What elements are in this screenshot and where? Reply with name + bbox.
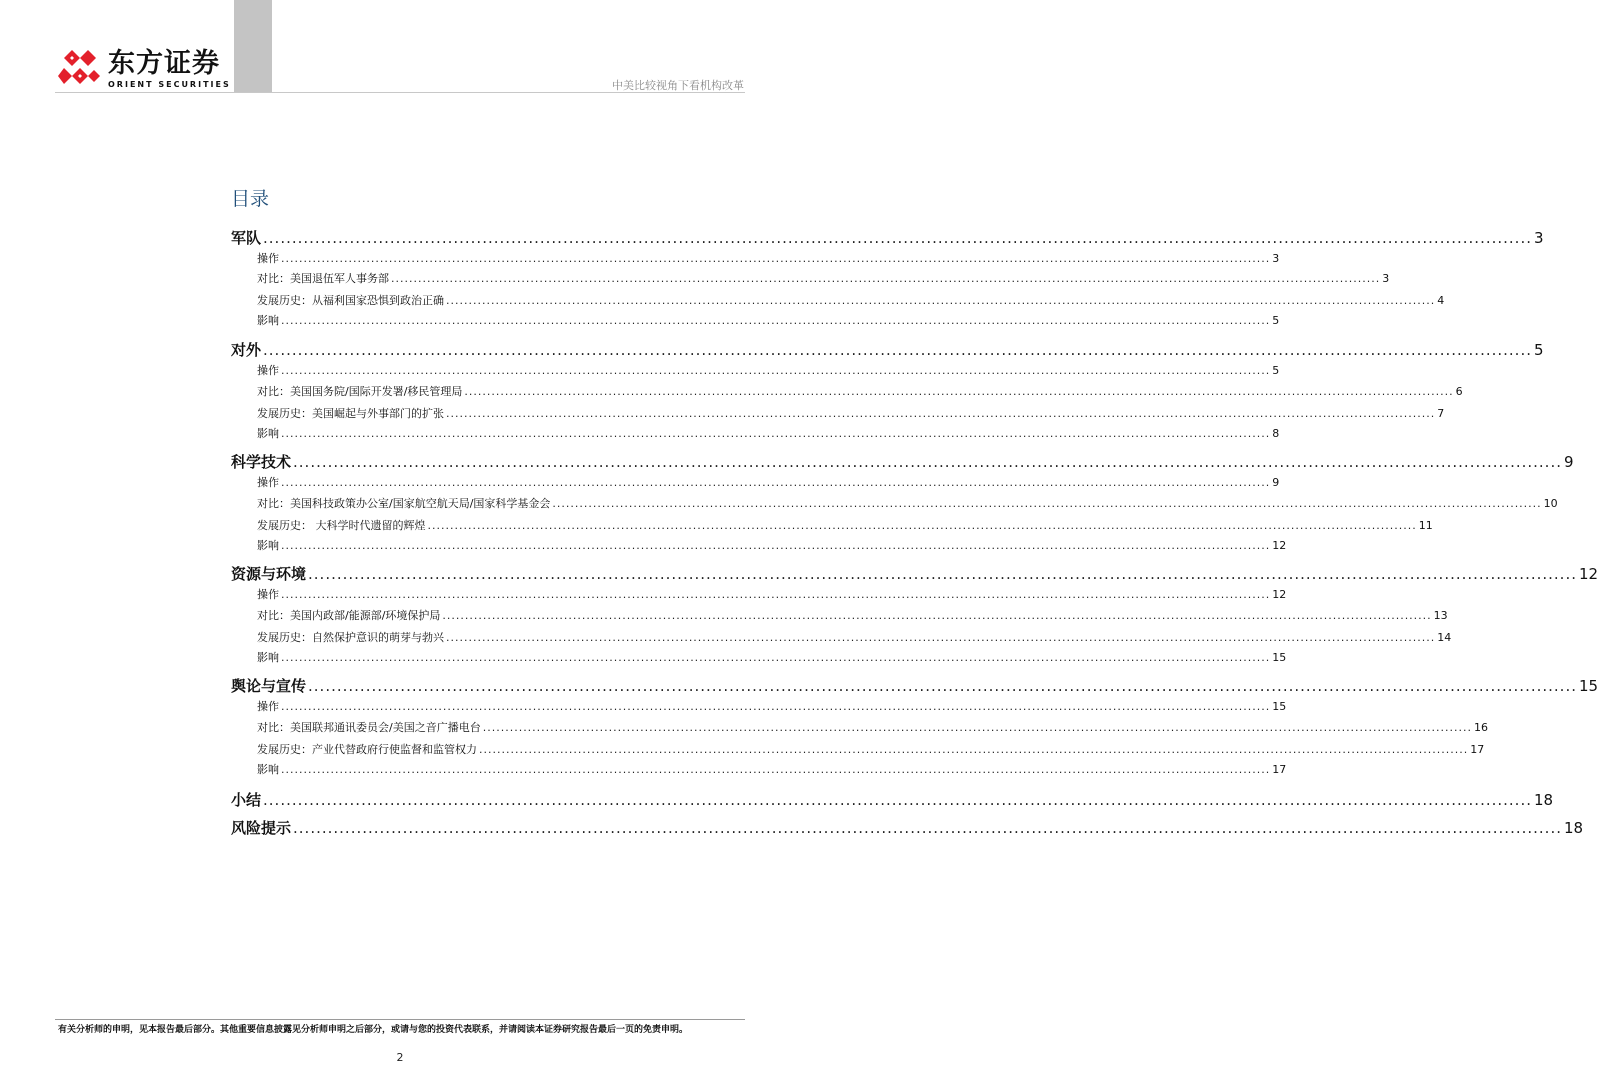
toc-heading: 目录 bbox=[231, 188, 270, 210]
toc-entry-page: 16 bbox=[1473, 721, 1488, 734]
toc-entry-label: 影响 bbox=[257, 539, 279, 552]
toc-dot-leader: ............................................................................................................................................................................................................................ bbox=[281, 763, 1271, 776]
toc-subentry[interactable] bbox=[257, 313, 1280, 329]
toc-dot-leader: ............................................................................................................................................................................................................................ bbox=[391, 272, 1381, 285]
toc-entry-page: 4 bbox=[1437, 294, 1445, 307]
toc-dot-leader: ............................................................................................................................................................................................................................ bbox=[427, 519, 1417, 532]
toc-dot-leader: ............................................................................................................................................................................................................................ bbox=[281, 700, 1271, 713]
toc-entry-label: 对比：美国退伍军人事务部 bbox=[257, 272, 389, 285]
toc-entry-page: 17 bbox=[1470, 743, 1485, 756]
toc-entry-label: 对比：美国内政部/能源部/环境保护局 bbox=[257, 609, 441, 622]
toc-entry[interactable] bbox=[231, 564, 1598, 584]
toc-dot-leader: ............................................................................................................................................................................................................................ bbox=[281, 252, 1271, 265]
toc-entry-label: 发展历史：从福利国家恐惧到政治正确 bbox=[257, 294, 444, 307]
toc-dot-leader: ............................................................................................................................................................................................................................ bbox=[446, 294, 1436, 307]
toc-entry-page: 6 bbox=[1455, 385, 1463, 398]
toc-subentry[interactable] bbox=[257, 426, 1280, 442]
toc-entry-page: 5 bbox=[1272, 314, 1280, 327]
toc-entry-page: 12 bbox=[1579, 565, 1598, 583]
toc-dot-leader: ............................................................................................................................................................................................................................ bbox=[281, 427, 1271, 440]
toc-subentry[interactable] bbox=[257, 762, 1287, 778]
toc-entry[interactable] bbox=[231, 452, 1574, 472]
toc-dot-leader: ............................................................................................................................................................................................................................ bbox=[308, 565, 1577, 583]
toc-dot-leader: ............................................................................................................................................................................................................................ bbox=[552, 497, 1542, 510]
toc-entry-page: 5 bbox=[1534, 341, 1544, 359]
toc-subentry[interactable] bbox=[257, 699, 1287, 715]
report-title: 中美比较视角下看机构改革 bbox=[612, 79, 744, 92]
logo-english-name: ORIENT SECURITIES bbox=[108, 80, 231, 89]
toc-subentry[interactable] bbox=[257, 608, 1448, 624]
toc-entry-label: 操作 bbox=[257, 476, 279, 489]
logo-mark-icon bbox=[58, 48, 102, 90]
toc-dot-leader: ............................................................................................................................................................................................................................ bbox=[308, 677, 1577, 695]
toc-entry-label: 对比：美国科技政策办公室/国家航空航天局/国家科学基金会 bbox=[257, 497, 551, 510]
toc-entry-label: 发展历史：产业代替政府行使监督和监管权力 bbox=[257, 743, 477, 756]
toc-entry-page: 3 bbox=[1534, 229, 1544, 247]
toc-entry-label: 对比：美国国务院/国际开发署/移民管理局 bbox=[257, 385, 463, 398]
toc-entry-page: 14 bbox=[1437, 631, 1452, 644]
toc-entry[interactable] bbox=[231, 676, 1598, 696]
page-number: 2 bbox=[396, 1051, 404, 1064]
toc-subentry[interactable] bbox=[257, 720, 1488, 736]
toc-entry[interactable] bbox=[231, 818, 1584, 838]
toc-subentry[interactable] bbox=[257, 293, 1445, 309]
footer-divider bbox=[55, 1019, 745, 1020]
toc-entry-page: 8 bbox=[1272, 427, 1280, 440]
toc-dot-leader: ............................................................................................................................................................................................................................ bbox=[293, 819, 1562, 837]
toc-dot-leader: ............................................................................................................................................................................................................................ bbox=[482, 721, 1472, 734]
toc-dot-leader: ............................................................................................................................................................................................................................ bbox=[479, 743, 1469, 756]
toc-subentry[interactable] bbox=[257, 271, 1390, 287]
toc-entry[interactable] bbox=[231, 340, 1544, 360]
toc-entry-label: 影响 bbox=[257, 427, 279, 440]
toc-entry-label: 操作 bbox=[257, 700, 279, 713]
toc-entry-page: 3 bbox=[1382, 272, 1390, 285]
toc-entry-label: 操作 bbox=[257, 588, 279, 601]
toc-entry[interactable] bbox=[231, 228, 1544, 248]
toc-entry-label: 资源与环境 bbox=[231, 565, 307, 583]
toc-entry-page: 9 bbox=[1272, 476, 1280, 489]
toc-dot-leader: ............................................................................................................................................................................................................................ bbox=[442, 609, 1432, 622]
toc-entry-label: 军队 bbox=[231, 229, 262, 247]
toc-entry-page: 15 bbox=[1272, 700, 1287, 713]
toc-entry-label: 操作 bbox=[257, 364, 279, 377]
toc-entry-page: 12 bbox=[1272, 588, 1287, 601]
toc-entry-page: 9 bbox=[1564, 453, 1574, 471]
toc-entry-page: 10 bbox=[1543, 497, 1558, 510]
toc-subentry[interactable] bbox=[257, 518, 1433, 534]
toc-entry-page: 18 bbox=[1564, 819, 1584, 837]
company-logo bbox=[58, 48, 231, 90]
toc-dot-leader: ............................................................................................................................................................................................................................ bbox=[281, 364, 1271, 377]
toc-entry-label: 科学技术 bbox=[231, 453, 292, 471]
header-divider bbox=[55, 92, 745, 93]
toc-subentry[interactable] bbox=[257, 406, 1445, 422]
logo-chinese-name: 东方证券 bbox=[108, 48, 220, 79]
toc-entry-label: 影响 bbox=[257, 763, 279, 776]
toc-entry-page: 15 bbox=[1579, 677, 1598, 695]
footer-disclaimer: 有关分析师的申明，见本报告最后部分。其他重要信息披露见分析师申明之后部分，或请与您的投资代表联系，并请阅读本证券研究报告最后一页的免责申明。 bbox=[58, 1025, 689, 1035]
toc-entry-page: 11 bbox=[1418, 519, 1433, 532]
toc-subentry[interactable] bbox=[257, 650, 1287, 666]
toc-entry-page: 7 bbox=[1437, 407, 1445, 420]
toc-dot-leader: ............................................................................................................................................................................................................................ bbox=[281, 539, 1271, 552]
toc-dot-leader: ............................................................................................................................................................................................................................ bbox=[446, 631, 1436, 644]
toc-entry-page: 15 bbox=[1272, 651, 1287, 664]
toc-entry[interactable] bbox=[231, 790, 1554, 810]
toc-dot-leader: ............................................................................................................................................................................................................................ bbox=[281, 588, 1271, 601]
toc-entry-page: 12 bbox=[1272, 539, 1287, 552]
toc-subentry[interactable] bbox=[257, 384, 1463, 400]
toc-subentry[interactable] bbox=[257, 630, 1452, 646]
toc-subentry[interactable] bbox=[257, 587, 1287, 603]
toc-entry-label: 小结 bbox=[231, 791, 262, 809]
toc-entry-label: 舆论与宣传 bbox=[231, 677, 307, 695]
toc-entry-label: 对比：美国联邦通讯委员会/美国之音广播电台 bbox=[257, 721, 481, 734]
toc-entry-label: 影响 bbox=[257, 651, 279, 664]
toc-dot-leader: ............................................................................................................................................................................................................................ bbox=[281, 314, 1271, 327]
toc-subentry[interactable] bbox=[257, 475, 1280, 491]
toc-subentry[interactable] bbox=[257, 496, 1558, 512]
toc-dot-leader: ............................................................................................................................................................................................................................ bbox=[263, 341, 1532, 359]
toc-entry-label: 发展历史：自然保护意识的萌芽与勃兴 bbox=[257, 631, 444, 644]
toc-subentry[interactable] bbox=[257, 251, 1280, 267]
toc-subentry[interactable] bbox=[257, 538, 1287, 554]
toc-entry-page: 13 bbox=[1433, 609, 1448, 622]
toc-entry-label: 操作 bbox=[257, 252, 279, 265]
toc-entry-page: 3 bbox=[1272, 252, 1280, 265]
toc-dot-leader: ............................................................................................................................................................................................................................ bbox=[281, 476, 1271, 489]
toc-entry-page: 18 bbox=[1534, 791, 1554, 809]
toc-subentry[interactable] bbox=[257, 742, 1485, 758]
toc-entry-label: 影响 bbox=[257, 314, 279, 327]
toc-dot-leader: ............................................................................................................................................................................................................................ bbox=[464, 385, 1454, 398]
toc-entry-page: 17 bbox=[1272, 763, 1287, 776]
toc-dot-leader: ............................................................................................................................................................................................................................ bbox=[446, 407, 1436, 420]
toc-entry-label: 风险提示 bbox=[231, 819, 292, 837]
toc-entry-page: 5 bbox=[1272, 364, 1280, 377]
toc-dot-leader: ............................................................................................................................................................................................................................ bbox=[263, 791, 1532, 809]
toc-dot-leader: ............................................................................................................................................................................................................................ bbox=[281, 651, 1271, 664]
toc-subentry[interactable] bbox=[257, 363, 1280, 379]
toc-entry-label: 发展历史： 大科学时代遗留的辉煌 bbox=[257, 519, 426, 532]
toc-entry-label: 发展历史：美国崛起与外事部门的扩张 bbox=[257, 407, 444, 420]
toc-dot-leader: ............................................................................................................................................................................................................................ bbox=[293, 453, 1562, 471]
toc-entry-label: 对外 bbox=[231, 341, 262, 359]
header-gray-bar bbox=[234, 0, 272, 92]
toc-dot-leader: ............................................................................................................................................................................................................................ bbox=[263, 229, 1532, 247]
